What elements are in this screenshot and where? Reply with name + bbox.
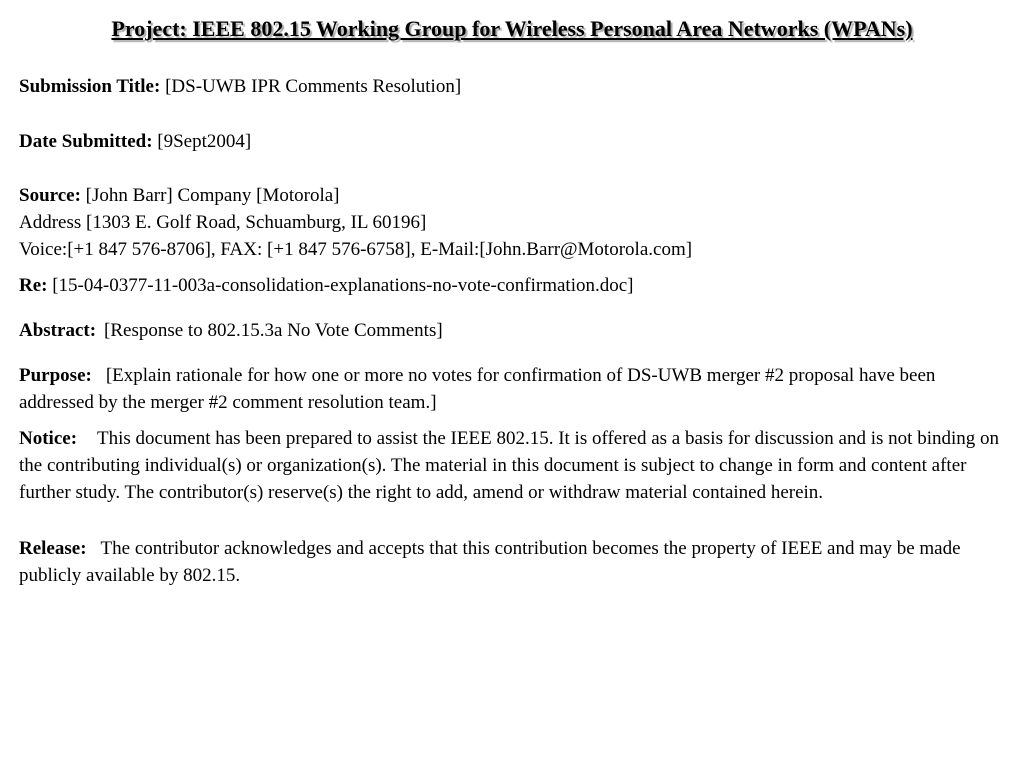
source-label: Source: bbox=[19, 185, 81, 206]
abstract-label: Abstract: bbox=[19, 320, 97, 341]
page-title: Project: IEEE 802.15 Working Group for Wireless Personal Area Networks (WPANs) bbox=[111, 16, 913, 41]
release-field bbox=[19, 535, 1009, 589]
abstract-field bbox=[19, 317, 1009, 344]
release-label: Release: bbox=[19, 538, 87, 559]
source-line-1 bbox=[19, 182, 1009, 209]
submission-title-value: [DS-UWB IPR Comments Resolution] bbox=[165, 76, 462, 97]
purpose-value: [Explain rationale for how one or more no votes for confirmation of DS-UWB merger #2 proposal have been addressed by the merger #2 comment resolution team.] bbox=[19, 365, 936, 413]
re-value: [15-04-0377-11-003a-consolidation-explanations-no-vote-confirmation.doc] bbox=[52, 275, 634, 296]
date-submitted-value: [9Sept2004] bbox=[157, 131, 252, 152]
date-submitted-field bbox=[19, 128, 1009, 155]
source-contact: Voice:[+1 847 576-8706], FAX: [+1 847 576-6758], E-Mail:[John.Barr@Motorola.com] bbox=[19, 239, 693, 260]
re-field bbox=[19, 272, 1009, 299]
notice-label: Notice: bbox=[19, 428, 78, 449]
source-address: Address [1303 E. Golf Road, Schuamburg, IL 60196] bbox=[19, 212, 427, 233]
submission-title-label: Submission Title: bbox=[19, 76, 161, 97]
abstract-value: [Response to 802.15.3a No Vote Comments] bbox=[104, 320, 443, 341]
purpose-field bbox=[19, 362, 1009, 416]
submission-title-field bbox=[19, 73, 1009, 100]
date-submitted-label: Date Submitted: bbox=[19, 131, 153, 152]
re-label: Re: bbox=[19, 275, 48, 296]
source-field bbox=[19, 182, 1009, 263]
source-name-company: [John Barr] Company [Motorola] bbox=[85, 185, 340, 206]
release-value: The contributor acknowledges and accepts that this contribution becomes the property of IEEE and may be made publicly available by 802.15. bbox=[19, 538, 961, 586]
purpose-label: Purpose: bbox=[19, 365, 92, 386]
notice-field bbox=[19, 425, 1009, 506]
notice-value: This document has been prepared to assist the IEEE 802.15. It is offered as a basis for discussion and is not binding on the contributing individual(s) or organization(s). The material in this document is subject to change in form and content after further study. The contributor(s) reserve(s) the right to add, amend or withdraw material contained herein. bbox=[19, 428, 1000, 503]
